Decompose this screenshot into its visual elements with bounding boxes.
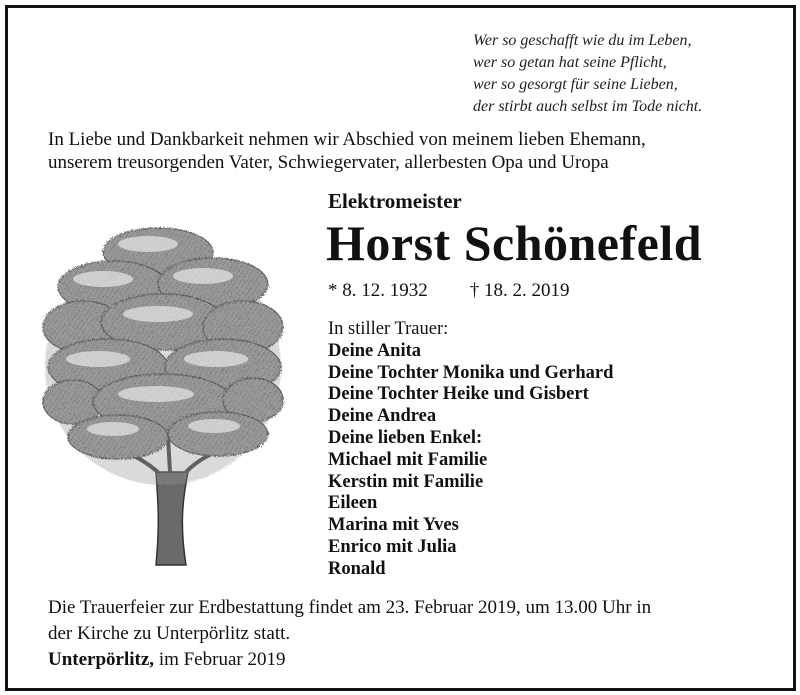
- poem: [473, 30, 773, 118]
- mourner-name: Deine lieben Enkel:: [328, 427, 483, 448]
- funeral-line: der Kirche zu Unterpörlitz statt.: [48, 623, 291, 644]
- mourner-name: Kerstin mit Familie: [328, 471, 484, 492]
- place-name: Unterpörlitz,: [48, 649, 155, 670]
- funeral-info: [48, 595, 788, 673]
- mourner-name: Ronald: [328, 558, 386, 579]
- mourner-name: Deine Anita: [328, 340, 422, 361]
- mourner-name: Eileen: [328, 493, 378, 514]
- tree-illustration-icon: [38, 222, 288, 567]
- deceased-name: Horst Schönefeld: [326, 215, 703, 271]
- obituary-notice: [5, 5, 796, 691]
- mourners-list: [328, 319, 613, 581]
- mourners-heading: In stiller Trauer:: [328, 319, 449, 339]
- birth-date: * 8. 12. 1932: [328, 280, 428, 301]
- poem-line: der stirbt auch selbst im Tode nicht.: [473, 98, 703, 115]
- death-date: † 18. 2. 2019: [469, 280, 570, 301]
- intro-line: In Liebe und Dankbarkeit nehmen wir Abschied von meinem lieben Ehemann,: [48, 129, 646, 150]
- place-date-line: [48, 647, 788, 673]
- poem-line: wer so gesorgt für seine Lieben,: [473, 76, 678, 93]
- mourner-name: Deine Andrea: [328, 406, 437, 427]
- intro-line: unserem treusorgenden Vater, Schwiegervater, allerbesten Opa und Uropa: [48, 152, 609, 173]
- mourner-name: Deine Tochter Heike und Gisbert: [328, 384, 589, 405]
- poem-line: wer so getan hat seine Pflicht,: [473, 54, 667, 71]
- deceased-profession: Elektromeister: [328, 189, 462, 213]
- mourner-name: Enrico mit Julia: [328, 536, 457, 557]
- mourner-name: Michael mit Familie: [328, 449, 488, 470]
- life-dates: [328, 280, 570, 302]
- intro-text: [48, 128, 788, 174]
- notice-date: im Februar 2019: [154, 649, 286, 670]
- poem-line: Wer so geschafft wie du im Leben,: [473, 32, 692, 49]
- mourner-name: Deine Tochter Monika und Gerhard: [328, 362, 614, 383]
- funeral-line: Die Trauerfeier zur Erdbestattung findet am 23. Februar 2019, um 13.00 Uhr in: [48, 597, 652, 618]
- mourner-name: Marina mit Yves: [328, 515, 459, 536]
